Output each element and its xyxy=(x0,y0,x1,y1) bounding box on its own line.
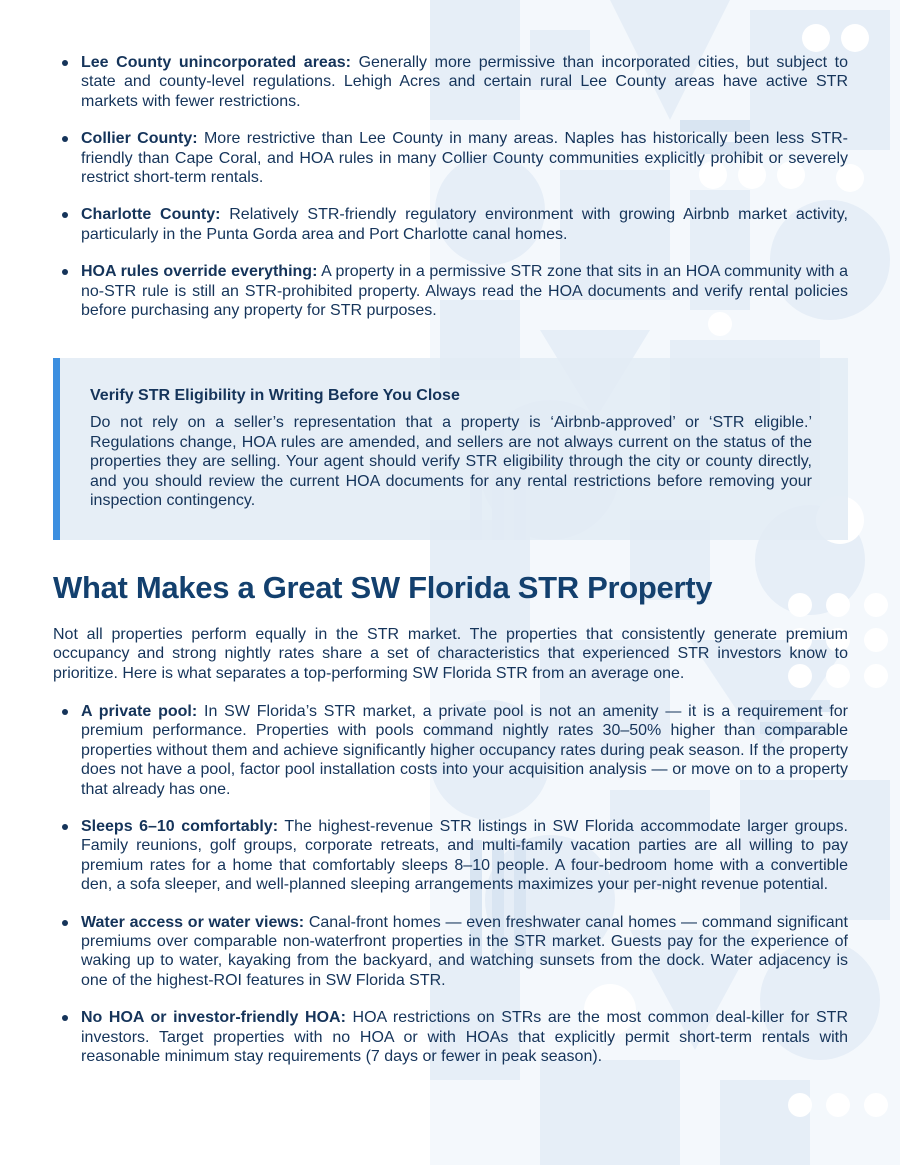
bullet-text: Generally more permissive than incorporated cities, but subject to state and county-level regulations. Lehigh Acres and certain rural Lee County areas have active STR markets with fewer restrictions. xyxy=(81,54,848,110)
bullet-text: More restrictive than Lee County in many areas. Naples has historically been less STR-friendly than Cape Coral, and HOA rules in many Collier County communities explicitly prohibit or severely restrict short-term rentals. xyxy=(81,130,848,187)
list-item xyxy=(53,129,848,187)
list-item xyxy=(53,817,848,895)
bullet-text: HOA restrictions on STRs are the most common deal-killer for STR investors. Target properties with no HOA or with HOAs that explicitly permit short-term rentals with reasonable minimum stay requirements (7 days or fewer in peak season). xyxy=(81,1009,849,1066)
bullet-term: Lee County unincorporated areas: xyxy=(81,54,351,71)
list-item xyxy=(53,913,848,991)
bullet-term: Water access or water views: xyxy=(81,913,305,931)
list-item xyxy=(53,53,848,111)
list-item xyxy=(53,1008,848,1066)
bullet-term: Sleeps 6–10 comfortably: xyxy=(81,818,279,836)
bullet-term: No HOA or investor-friendly HOA: xyxy=(81,1009,346,1027)
bullet-text: Canal-front homes — even freshwater canal homes — command significant premiums over comparable non-waterfront properties in the STR market. Guests pay for the experience of waking up to water, kayaking from the backyard, and watching sunsets from the dock. Water adjacency is one of the highest-ROI features in SW Florida STR. xyxy=(81,913,848,989)
regulation-bullet-list xyxy=(53,53,848,320)
callout-title: Verify STR Eligibility in Writing Before You Close xyxy=(90,387,460,404)
list-item xyxy=(53,702,848,799)
property-features-bullet-list xyxy=(53,702,848,1067)
list-item xyxy=(53,262,848,320)
bullet-term: A private pool: xyxy=(81,703,198,720)
section-intro: Not all properties perform equally in the STR market. The properties that consistently generate premium occupancy and strong nightly rates share a set of characteristics that experienced STR investors know to prioritize. Here is what separates a top-performing SW Florida STR from an average one. xyxy=(53,626,848,682)
bullet-term: Charlotte County: xyxy=(81,206,221,224)
bullet-text: In SW Florida’s STR market, a private pool is not an amenity — it is a requirement for premium performance. Properties with pools command nightly rates 30–50% higher than comparable properties without them and achieve significantly higher occupancy rates during peak season. If the property does not have a pool, factor pool installation costs into your acquisition analysis — or move on to a property that already has one. xyxy=(81,703,848,798)
bullet-text: Relatively STR-friendly regulatory environment with growing Airbnb market activity, particularly in the Punta Gorda area and Port Charlotte canal homes. xyxy=(81,206,848,243)
callout-body: Do not rely on a seller’s representation that a property is ‘Airbnb-approved’ or ‘STR eligible.’ Regulations change, HOA rules are amended, and sellers are not always current on the status of the properties they are selling. Your agent should verify STR eligibility through the city or county directly, and you should review the current HOA documents for any rental restrictions before removing your inspection contingency. xyxy=(90,414,812,510)
bullet-term: HOA rules override everything: xyxy=(81,263,318,281)
section-heading: What Makes a Great SW Florida STR Property xyxy=(53,570,713,605)
callout-box xyxy=(53,358,848,540)
bullet-text: The highest-revenue STR listings in SW Florida accommodate larger groups. Family reunions, golf groups, corporate retreats, and multi-family vacation parties are all willing to pay premium rates for a home that comfortably sleeps 8–10 people. A four-bedroom home with a convertible den, a sofa sleeper, and well-planned sleeping arrangements maximizes your per-night revenue potential. xyxy=(81,818,848,894)
bullet-term: Collier County: xyxy=(81,130,198,148)
bullet-text: A property in a permissive STR zone that sits in an HOA community with a no-STR rule is still an STR-prohibited property. Always read the HOA documents and verify rental policies before purchasing any property for STR purposes. xyxy=(81,263,849,320)
list-item xyxy=(53,205,848,244)
